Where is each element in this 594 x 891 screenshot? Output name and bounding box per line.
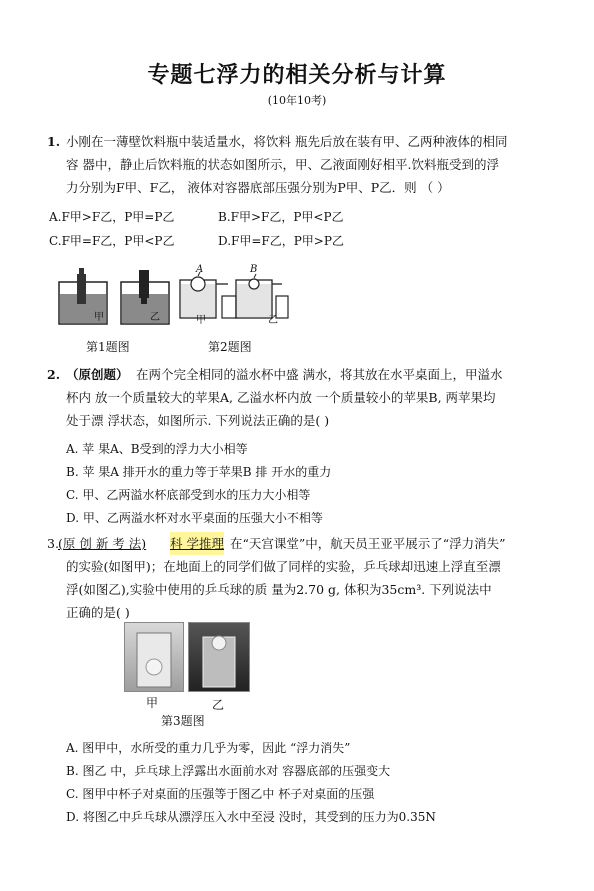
q2-number: 2. [47, 367, 61, 382]
q1-line-2: 容 器中，静止后饮料瓶的状态如图所示，甲、乙液面刚好相平.饮料瓶受到的浮 [66, 157, 499, 172]
q1-option-b[interactable]: B.F甲>F乙，P甲<P乙 [218, 210, 344, 224]
q2-option-d[interactable]: D. 甲、乙两溢水杯对水平桌面的压强大小不相等 [66, 511, 323, 525]
q2-option-a[interactable]: A. 苹 果A、B受到的浮力大小相等 [66, 442, 248, 456]
q2-line-3: 处于漂 浮状态，如图所示. 下列说法正确的是( ) [66, 413, 330, 428]
cup-image [189, 623, 249, 691]
q3-number: 3. [47, 536, 59, 551]
q1-line-1: 小刚在一薄壁饮料瓶中装适量水，将饮料 瓶先后放在装有甲、乙两种液体的相同 [66, 134, 508, 149]
q1-number: 1. [47, 134, 61, 149]
q3-option-d[interactable]: D. 将图乙中乒乓球从漂浮压入水中至浸 没时，其受到的压力为0.35N [66, 810, 436, 824]
figure-1-label-yi: 乙 [150, 312, 160, 323]
figure-2-label-b: B [250, 264, 258, 275]
q1-option-a[interactable]: A.F甲>F乙，P甲=P乙 [49, 210, 175, 224]
figure-3-photo-jia [124, 622, 184, 692]
q3-line-1: 在“天宫课堂”中，航天员王亚平展示了“浮力消失” [230, 536, 506, 551]
q3-line-4: 正确的是( ) [66, 605, 130, 620]
figure-2-label-jia: 甲 [196, 315, 206, 326]
figure-1-caption: 第1题图 [86, 340, 130, 354]
q2-line-2: 杯内 放一个质量较大的苹果A, 乙溢水杯内放 一个质量较小的苹果B, 两苹果均 [66, 390, 496, 405]
q2-option-c[interactable]: C. 甲、乙两溢水杯底部受到水的压力大小相等 [66, 488, 311, 502]
q3-tag: (原 创 新 考 法) [58, 536, 147, 551]
figure-2-label-yi: 乙 [268, 315, 278, 326]
figure-2-caption: 第2题图 [208, 340, 252, 354]
q2-line-1: 在两个完全相同的溢水杯中盛 满水，将其放在水平桌面上，甲溢水 [136, 367, 503, 382]
q3-option-c[interactable]: C. 图甲中杯子对桌面的压强等于图乙中 杯子对桌面的压强 [66, 787, 375, 801]
q2-option-b[interactable]: B. 苹 果A 排开水的重力等于苹果B 排 开水的重力 [66, 465, 332, 479]
figure-2-label-a: A [196, 264, 204, 275]
q3-highlight: 科 学推理 [170, 532, 224, 555]
q2-tag: （原创题） [66, 367, 129, 382]
figure-3-photo-yi [188, 622, 250, 692]
cup-image [125, 623, 183, 691]
q3-option-b[interactable]: B. 图乙 中，乒乓球上浮露出水面前水对 容器底部的压强变大 [66, 764, 391, 778]
figure-3-label-yi: 乙 [212, 698, 225, 712]
q1-option-c[interactable]: C.F甲=F乙，P甲<P乙 [49, 234, 175, 248]
q3-line-3: 浮(如图乙),实验中使用的乒乓球的质 量为2.70 g, 体积为35cm³. 下列说法中 [66, 582, 492, 597]
q1-option-d[interactable]: D.F甲=F乙，P甲>P乙 [218, 234, 344, 248]
q1-line-3: 力分别为F甲、F乙， 液体对容器底部压强分别为P甲、P乙．则 （ ） [66, 180, 450, 195]
q3-option-a[interactable]: A. 图甲中，水所受的重力几乎为零，因此 “浮力消失” [66, 741, 351, 755]
figure-3-label-jia: 甲 [146, 696, 159, 710]
page-subtitle: (10年10考) [267, 94, 327, 107]
page-title: 专题七浮力的相关分析与计算 [147, 63, 447, 88]
figure-1-label-jia: 甲 [94, 312, 104, 323]
figure-3-caption: 第3题图 [161, 714, 205, 728]
q3-line-2: 的实验(如图甲)；在地面上的同学们做了同样的实验，乒乓球却迅速上浮直至漂 [66, 559, 501, 574]
